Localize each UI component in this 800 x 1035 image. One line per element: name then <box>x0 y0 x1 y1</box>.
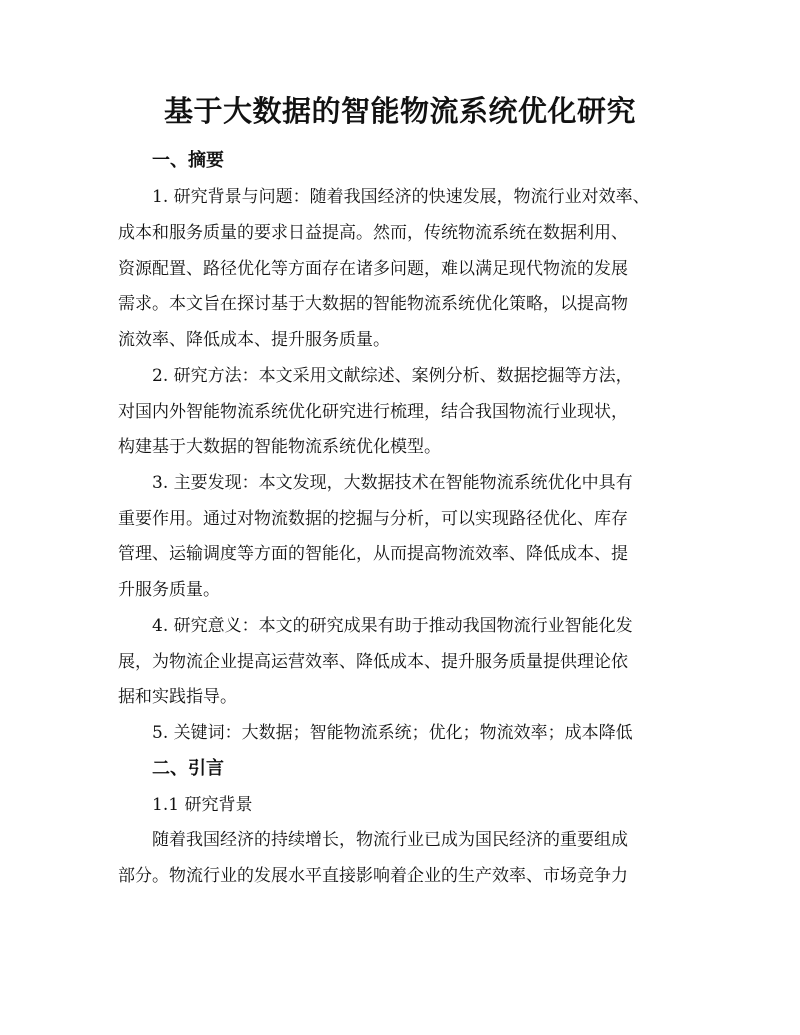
text-line: 随着我国经济的持续增长，物流行业已成为国民经济的重要组成 <box>152 830 628 850</box>
text-line: 构建基于大数据的智能物流系统优化模型。 <box>118 437 441 457</box>
text-line: 4. 研究意义：本文的研究成果有助于推动我国物流行业智能化发 <box>152 616 633 636</box>
section-heading-intro: 二、引言 <box>152 758 224 779</box>
text-line: 需求。本文旨在探讨基于大数据的智能物流系统优化策略，以提高物 <box>118 294 628 314</box>
text-line: 成本和服务质量的要求日益提高。然而，传统物流系统在数据利用、 <box>118 223 628 243</box>
text-line: 对国内外智能物流系统优化研究进行梳理，结合我国物流行业现状， <box>118 402 628 422</box>
text-line: 部分。物流行业的发展水平直接影响着企业的生产效率、市场竞争力 <box>118 866 628 886</box>
text-line: 资源配置、路径优化等方面存在诸多问题，难以满足现代物流的发展 <box>118 259 628 279</box>
text-line: 5. 关键词：大数据；智能物流系统；优化；物流效率；成本降低 <box>152 723 633 743</box>
text-line: 据和实践指导。 <box>118 687 237 707</box>
subsection-heading: 1.1 研究背景 <box>152 795 253 815</box>
text-line: 3. 主要发现：本文发现，大数据技术在智能物流系统优化中具有 <box>152 473 633 493</box>
text-line: 2. 研究方法：本文采用文献综述、案例分析、数据挖掘等方法， <box>152 366 633 386</box>
text-line: 1. 研究背景与问题：随着我国经济的快速发展，物流行业对效率、 <box>152 187 650 207</box>
text-line: 升服务质量。 <box>118 580 220 600</box>
section-heading-abstract: 一、摘要 <box>152 150 224 171</box>
document-title: 基于大数据的智能物流系统优化研究 <box>163 94 636 128</box>
text-line: 管理、运输调度等方面的智能化，从而提高物流效率、降低成本、提 <box>118 544 628 564</box>
text-line: 展，为物流企业提高运营效率、降低成本、提升服务质量提供理论依 <box>118 652 628 672</box>
text-line: 流效率、降低成本、提升服务质量。 <box>118 330 390 350</box>
text-line: 重要作用。通过对物流数据的挖掘与分析，可以实现路径优化、库存 <box>118 509 628 529</box>
